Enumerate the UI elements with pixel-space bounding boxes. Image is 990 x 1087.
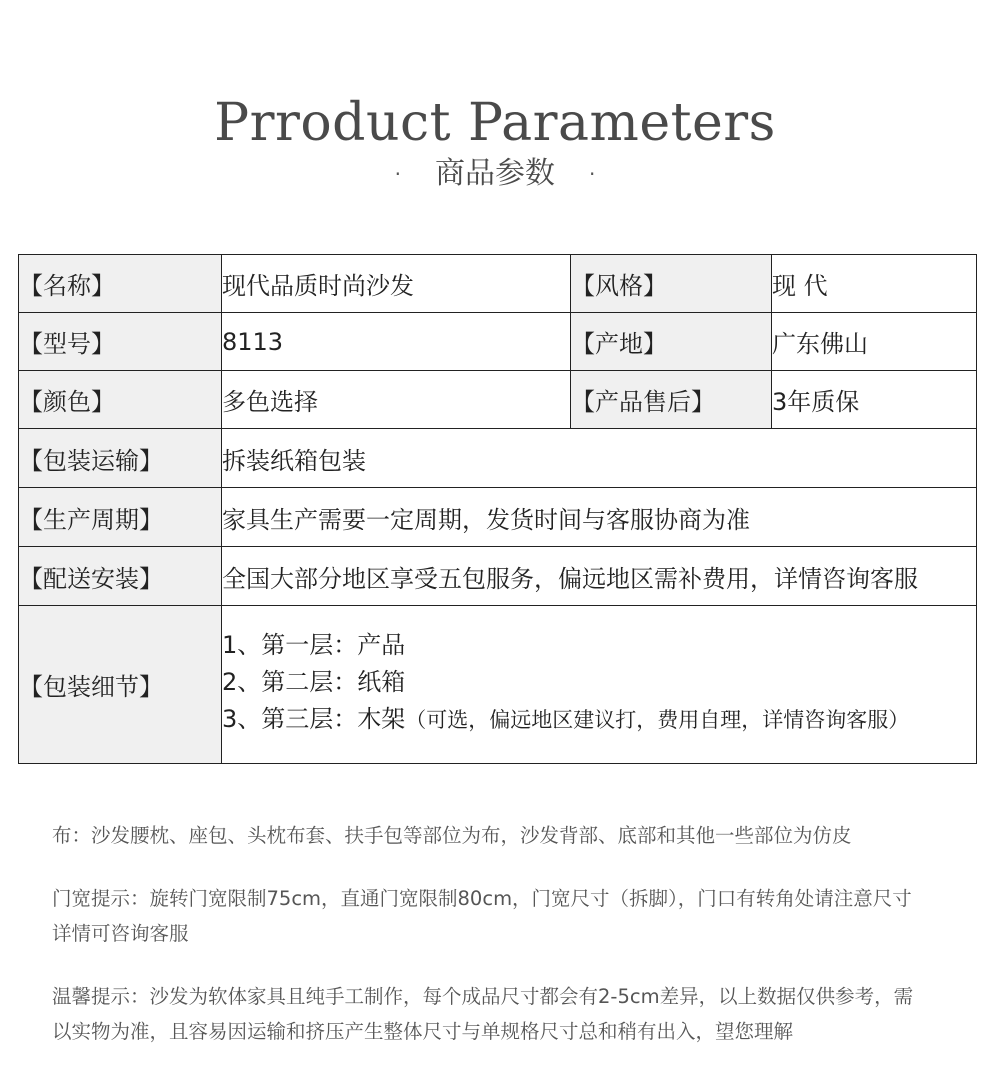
table-row	[19, 606, 977, 764]
detail-line-2: 2、第二层：纸箱	[222, 667, 406, 696]
detail-line-1: 1、第一层：产品	[222, 630, 406, 659]
table-row	[19, 488, 977, 547]
detail-lines	[222, 623, 976, 747]
warm-note-line-1: 温馨提示：沙发为软体家具且纯手工制作，每个成品尺寸都会有2-5cm差异，以上数据仅供参考，需	[52, 985, 914, 1008]
model-label: 【型号】	[19, 313, 222, 371]
table-row	[19, 371, 977, 429]
cycle-label: 【生产周期】	[19, 488, 222, 547]
subtitle-text: 商品参数	[435, 156, 555, 191]
page-title: Prroduct Parameters	[214, 93, 776, 153]
table-row	[19, 429, 977, 488]
warm-note-line-2: 以实物为准，且容易因运输和挤压产生整体尺寸与单规格尺寸总和稍有出入，望您理解	[52, 1020, 794, 1043]
parameters-table	[18, 254, 977, 764]
detail-label: 【包装细节】	[19, 606, 222, 764]
subtitle-dot-left: ·	[394, 162, 401, 186]
style-value: 现 代	[772, 255, 977, 313]
name-label: 【名称】	[19, 255, 222, 313]
detail-line-3-note: （可选，偏远地区建议打，费用自理，详情咨询客服）	[405, 707, 910, 732]
detail-value	[222, 606, 977, 764]
aftersale-value: 3年质保	[772, 371, 977, 429]
origin-value: 广东佛山	[772, 313, 977, 371]
name-value: 现代品质时尚沙发	[222, 255, 571, 313]
model-value: 8113	[222, 313, 571, 371]
detail-line-3-main: 3、第三层：木架	[222, 704, 406, 733]
page-subtitle	[0, 154, 990, 194]
table-row	[19, 255, 977, 313]
delivery-label: 【配送安装】	[19, 547, 222, 606]
origin-label: 【产地】	[571, 313, 772, 371]
notes-section	[52, 818, 952, 1049]
door-note-line-2: 详情可咨询客服	[52, 922, 189, 945]
delivery-value: 全国大部分地区享受五包服务，偏远地区需补费用，详情咨询客服	[222, 547, 977, 606]
color-value: 多色选择	[222, 371, 571, 429]
detail-line-3	[222, 701, 976, 739]
door-width-note	[52, 881, 952, 951]
section-header	[0, 88, 990, 194]
packaging-label: 【包装运输】	[19, 429, 222, 488]
table-row	[19, 313, 977, 371]
fabric-note-text: 布：沙发腰枕、座包、头枕布套、扶手包等部位为布，沙发背部、底部和其他一些部位为仿皮	[52, 824, 852, 847]
aftersale-label: 【产品售后】	[571, 371, 772, 429]
color-label: 【颜色】	[19, 371, 222, 429]
warm-tip-note	[52, 979, 952, 1049]
fabric-note	[52, 818, 952, 853]
style-label: 【风格】	[571, 255, 772, 313]
packaging-value: 拆装纸箱包装	[222, 429, 977, 488]
door-note-line-1: 门宽提示：旋转门宽限制75cm，直通门宽限制80cm，门宽尺寸（拆脚），门口有转角处请注意尺寸	[52, 887, 912, 910]
table-row	[19, 547, 977, 606]
subtitle-dot-right: ·	[589, 162, 596, 186]
cycle-value: 家具生产需要一定周期，发货时间与客服协商为准	[222, 488, 977, 547]
